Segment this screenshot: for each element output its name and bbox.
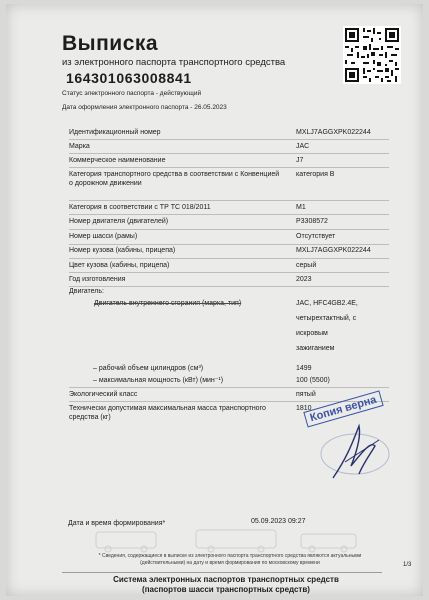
page-number: 1/3 [403,562,412,568]
row-label: – рабочий объем цилиндров (см³) [93,365,204,372]
row-divider [69,153,389,154]
row-label: Номер шасси (рамы) [69,233,138,240]
row-value: MXLJ7AGGXPK022244 [296,129,371,136]
row-value: JAC [296,143,310,150]
row-label: Технически допустимая максимальная масса транспортного средства (кг) [69,405,266,421]
row-label: Год изготовления [69,276,126,283]
engine-type-line: искровым [296,330,328,337]
formation-label: Дата и время формирования* [68,520,166,527]
row-label: Номер кузова (кабины, прицепа) [69,247,176,254]
row-label: – максимальная мощность (кВт) (мин⁻¹) [93,377,224,384]
row-value: M1 [296,204,306,211]
row-label: Номер двигателя (двигателей) [69,218,169,225]
row-divider [69,387,389,388]
row-value: 2023 [296,276,312,283]
row-value: серый [296,262,317,269]
footer-title [96,575,356,595]
engine-type-line: четырехтактный, с [296,315,357,322]
engine-section-label: Двигатель: [69,288,104,295]
watermark-vehicles-icon [76,526,376,554]
document-title: Выписка [62,32,159,55]
row-divider [69,200,389,201]
row-value: Отсутствует [296,233,336,240]
row-value: 1810 [296,405,312,412]
document-subtitle: из электронного паспорта транспортного средства [62,57,286,68]
row-divider [69,286,389,287]
footnote: * Сведения, содержащиеся в выписке из электронного паспорта транспортного средства являются актуальными (действительными) на дату и время формирования по московскому времени [98,553,362,566]
row-label: Марка [69,143,90,150]
footer-divider [62,572,382,573]
engine-type-label: Двигатель внутреннего сгорания (марка, тип) [94,300,242,307]
row-divider [69,167,389,168]
formation-value: 05.09.2023 09:27 [251,518,306,525]
row-label: Экологический класс [69,391,138,398]
row-divider [69,139,389,140]
row-value: J7 [296,157,304,164]
engine-type-line: зажиганием [296,345,335,352]
passport-status: Статус электронного паспорта - действующий [62,90,202,97]
engine-type-line: JAC, HFC4GB2.4E, [296,300,358,307]
document-sheet [6,4,423,596]
qr-code-icon [343,26,401,84]
row-label: Цвет кузова (кабины, прицепа) [69,262,170,269]
row-divider [69,214,389,215]
row-divider [69,258,389,259]
row-value: категория В [296,171,335,178]
row-divider [69,244,389,245]
passport-number: 164301063008841 [66,70,192,86]
row-label: Идентификационный номер [69,129,161,136]
row-label: Коммерческое наименование [69,157,166,164]
row-divider [69,229,389,230]
passport-issue-date: Дата оформления электронного паспорта - 26.05.2023 [62,104,227,111]
row-value: 100 (5500) [296,377,330,384]
row-label: Категория транспортного средства в соответствии с Конвенцией о дорожном движении [69,171,280,187]
row-divider [69,272,389,273]
row-value: 1499 [296,365,312,372]
footer-line-1: Система электронных паспортов транспортных средств [113,575,339,584]
row-value: пятый [296,391,316,398]
certified-copy-stamp: Копия верна [303,390,383,427]
footer-line-2: (паспортов шасси транспортных средств) [142,585,310,594]
row-value: P3308572 [296,218,328,225]
row-value: MXLJ7AGGXPK022244 [296,247,371,254]
row-label: Категория в соответствии с ТР ТС 018/2011 [69,204,211,211]
